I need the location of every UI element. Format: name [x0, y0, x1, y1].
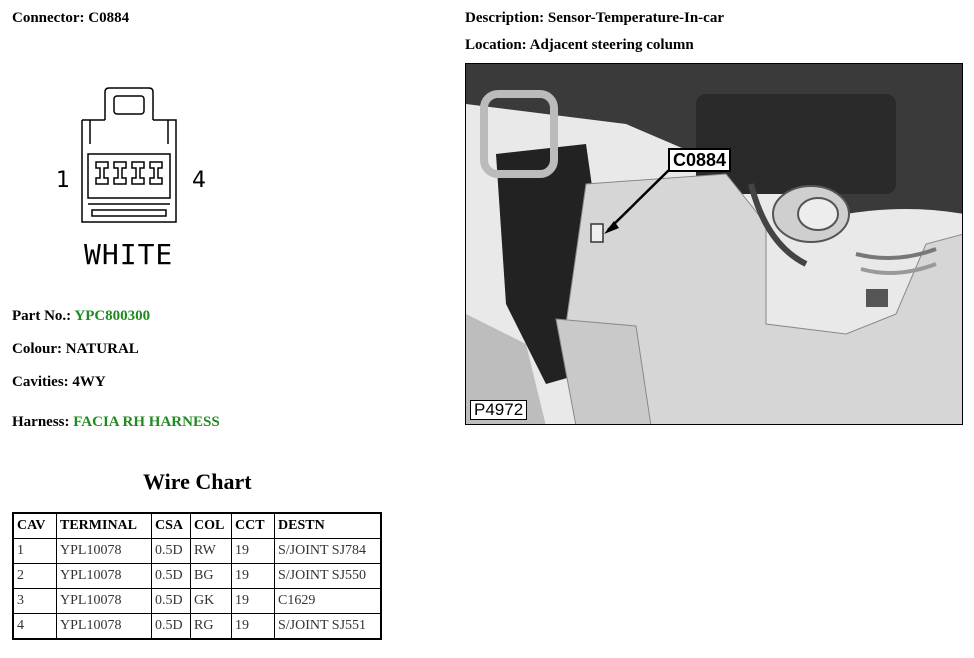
cell-csa: 0.5D	[152, 564, 191, 589]
harness-value: FACIA RH HARNESS	[73, 414, 220, 430]
location-photo	[465, 63, 963, 425]
location-heading	[465, 37, 694, 54]
column-header-col: COL	[191, 513, 232, 539]
cell-csa: 0.5D	[152, 539, 191, 564]
wire-chart-title: Wire Chart	[143, 469, 252, 494]
column-header-cct: CCT	[232, 513, 275, 539]
cell-destn: S/JOINT SJ784	[275, 539, 382, 564]
location-label: Location:	[465, 37, 527, 53]
column-header-csa: CSA	[152, 513, 191, 539]
colour-value: NATURAL	[65, 341, 139, 357]
cell-csa: 0.5D	[152, 614, 191, 640]
table-header-row	[13, 513, 381, 539]
cell-cav: 2	[13, 564, 57, 589]
cell-terminal: YPL10078	[57, 539, 152, 564]
cavities-label: Cavities:	[12, 374, 69, 390]
connector-outline-icon	[50, 82, 220, 232]
cell-terminal: YPL10078	[57, 564, 152, 589]
connector-label: Connector:	[12, 10, 85, 26]
cell-terminal: YPL10078	[57, 614, 152, 640]
table-row	[13, 614, 381, 640]
cell-destn: C1629	[275, 589, 382, 614]
pin-number-right: 4	[192, 168, 206, 193]
cell-col: GK	[191, 589, 232, 614]
cell-cav: 3	[13, 589, 57, 614]
wire-chart-table	[12, 512, 382, 640]
description-heading	[465, 10, 724, 27]
cell-destn: S/JOINT SJ550	[275, 564, 382, 589]
cell-col: RW	[191, 539, 232, 564]
table-row	[13, 589, 381, 614]
colour-label: Colour:	[12, 341, 62, 357]
cavities-value: 4WY	[72, 374, 106, 390]
cavities-line	[12, 374, 106, 391]
cell-cct: 19	[232, 614, 275, 640]
photo-reference-number: P4972	[470, 400, 527, 420]
table-row	[13, 564, 381, 589]
column-header-terminal: TERMINAL	[57, 513, 152, 539]
cell-col: BG	[191, 564, 232, 589]
cell-cav: 1	[13, 539, 57, 564]
column-header-destn: DESTN	[275, 513, 382, 539]
cell-col: RG	[191, 614, 232, 640]
column-header-cav: CAV	[13, 513, 57, 539]
description-value: Sensor-Temperature-In-car	[547, 10, 724, 26]
connector-heading	[12, 10, 129, 27]
connector-colour-text: WHITE	[84, 238, 174, 271]
colour-line	[12, 341, 139, 358]
photo-connector-callout: C0884	[668, 148, 731, 172]
part-no-value: YPC800300	[74, 308, 151, 324]
steering-column-illustration	[466, 64, 963, 425]
harness-line	[12, 414, 220, 431]
part-no-line	[12, 308, 150, 325]
part-no-label: Part No.:	[12, 308, 72, 324]
cell-cct: 19	[232, 539, 275, 564]
table-row	[13, 539, 381, 564]
harness-label: Harness:	[12, 414, 70, 430]
cell-destn: S/JOINT SJ551	[275, 614, 382, 640]
location-value: Adjacent steering column	[529, 37, 694, 53]
cell-cav: 4	[13, 614, 57, 640]
cell-cct: 19	[232, 564, 275, 589]
cell-terminal: YPL10078	[57, 589, 152, 614]
description-label: Description:	[465, 10, 545, 26]
pin-number-left: 1	[56, 168, 70, 193]
cell-cct: 19	[232, 589, 275, 614]
connector-value: C0884	[88, 10, 130, 26]
cell-csa: 0.5D	[152, 589, 191, 614]
